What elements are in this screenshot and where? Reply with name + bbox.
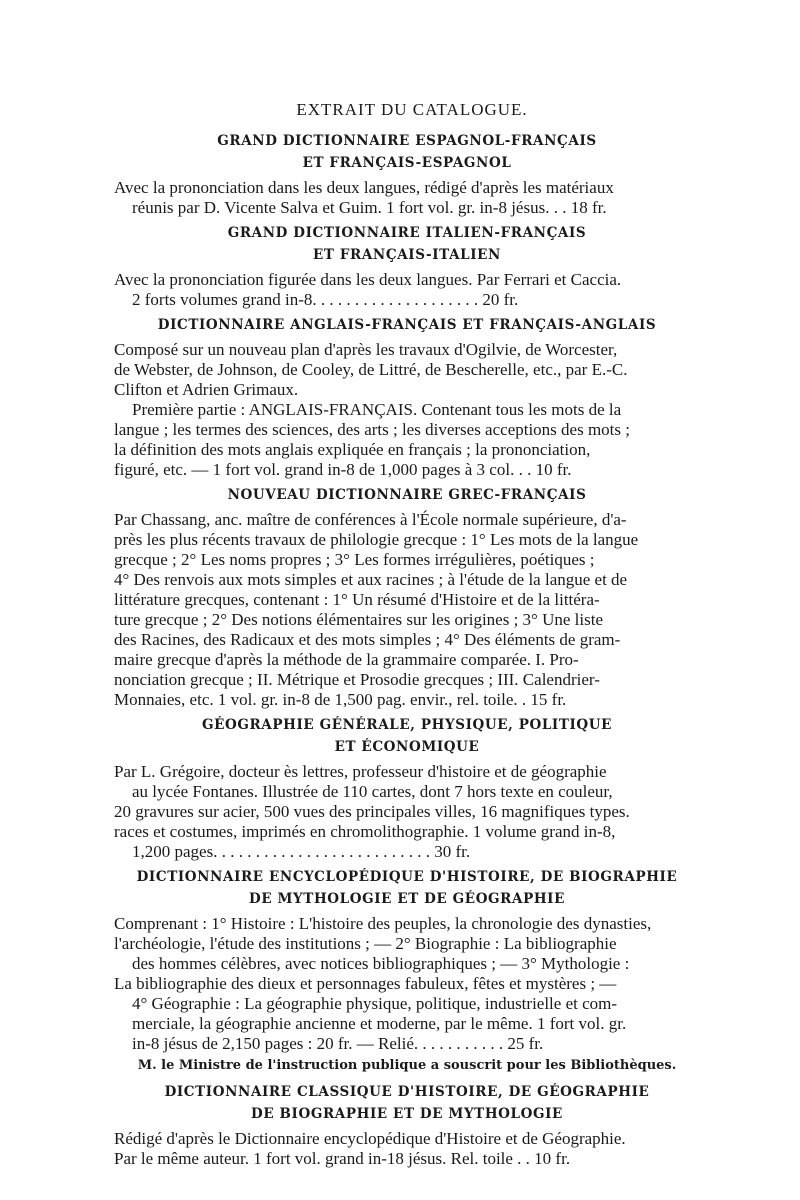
body-line: de Webster, de Johnson, de Cooley, de Littré, de Bescherelle, etc., par E.-C. xyxy=(114,360,628,379)
catalogue-entry xyxy=(114,222,700,310)
body-line: Rédigé d'après le Dictionnaire encyclopédique d'Histoire et de Géographie. xyxy=(114,1129,626,1148)
entry-body xyxy=(114,178,700,218)
body-line: Monnaies, etc. 1 vol. gr. in-8 de 1,500 pag. envir., rel. toile. . 15 fr. xyxy=(114,690,567,709)
catalogue-entry xyxy=(114,314,700,480)
body-line: 2 forts volumes grand in-8. . . . . . . . . . . . . . . . . . . . 20 fr. xyxy=(132,290,519,309)
entry-heading xyxy=(114,484,700,506)
body-line: réunis par D. Vicente Salva et Guim. 1 fort vol. gr. in-8 jésus. . . 18 fr. xyxy=(132,198,607,217)
heading-line: ET FRANÇAIS-ITALIEN xyxy=(313,247,501,263)
body-line: Par le même auteur. 1 fort vol. grand in-18 jésus. Rel. toile . . 10 fr. xyxy=(114,1149,571,1168)
heading-line: GRAND DICTIONNAIRE ITALIEN-FRANÇAIS xyxy=(227,225,587,241)
body-line: maire grecque d'après la méthode de la grammaire comparée. I. Pro- xyxy=(114,650,579,669)
body-line: littérature grecques, contenant : 1° Un résumé d'Histoire et de la littéra- xyxy=(114,590,600,609)
entry-body xyxy=(114,340,700,480)
body-line: la définition des mots anglais expliquée en français ; la prononciation, xyxy=(114,440,591,459)
heading-line: DE MYTHOLOGIE ET DE GÉOGRAPHIE xyxy=(249,891,565,907)
body-line: 20 gravures sur acier, 500 vues des principales villes, 16 magnifiques types. xyxy=(114,802,630,821)
body-line: 4° Des renvois aux mots simples et aux racines ; à l'étude de la langue et de xyxy=(114,570,628,589)
catalogue-entry xyxy=(114,866,700,1073)
body-line: au lycée Fontanes. Illustrée de 110 cartes, dont 7 hors texte en couleur, xyxy=(132,782,613,801)
body-line: nonciation grecque ; II. Métrique et Prosodie grecques ; III. Calendrier- xyxy=(114,670,600,689)
heading-line: DE BIOGRAPHIE ET DE MYTHOLOGIE xyxy=(251,1106,563,1122)
body-line: Avec la prononciation figurée dans les deux langues. Par Ferrari et Caccia. xyxy=(114,270,622,289)
entry-heading xyxy=(114,866,700,910)
body-line: Clifton et Adrien Grimaux. xyxy=(114,380,299,399)
body-line: La bibliographie des dieux et personnages fabuleux, fêtes et mystères ; — xyxy=(114,974,617,993)
body-line: races et costumes, imprimés en chromolithographie. 1 volume grand in-8, xyxy=(114,822,616,841)
heading-line: GÉOGRAPHIE GÉNÉRALE, PHYSIQUE, POLITIQUE xyxy=(201,717,613,733)
heading-line: DICTIONNAIRE CLASSIQUE D'HISTOIRE, DE GÉOGRAPHIE xyxy=(164,1084,650,1100)
entry-heading xyxy=(114,222,700,266)
heading-line: DICTIONNAIRE ENCYCLOPÉDIQUE D'HISTOIRE, DE BIOGRAPHIE xyxy=(136,869,678,885)
body-line: 1,200 pages. . . . . . . . . . . . . . . . . . . . . . . . . . 30 fr. xyxy=(132,842,471,861)
heading-line: GRAND DICTIONNAIRE ESPAGNOL-FRANÇAIS xyxy=(217,133,597,149)
entry-heading xyxy=(114,314,700,336)
body-line: Par L. Grégoire, docteur ès lettres, professeur d'histoire et de géographie xyxy=(114,762,607,781)
body-line: merciale, la géographie ancienne et moderne, par le même. 1 fort vol. gr. xyxy=(132,1014,627,1033)
catalogue-entry xyxy=(114,1081,700,1169)
entry-body xyxy=(114,1129,700,1169)
catalogue-entry xyxy=(114,130,700,218)
entry-body xyxy=(114,914,700,1054)
body-line: Par Chassang, anc. maître de conférences à l'École normale supérieure, d'a- xyxy=(114,510,627,529)
heading-line: ET FRANÇAIS-ESPAGNOL xyxy=(302,155,512,171)
body-line: Composé sur un nouveau plan d'après les travaux d'Ogilvie, de Worcester, xyxy=(114,340,618,359)
entry-heading xyxy=(114,714,700,758)
catalogue-entry xyxy=(114,714,700,862)
running-head: EXTRAIT DU CATALOGUE. xyxy=(296,100,528,119)
body-line: 4° Géographie : La géographie physique, politique, industrielle et com- xyxy=(132,994,618,1013)
body-line: l'archéologie, l'étude des institutions ; — 2° Biographie : La bibliographie xyxy=(114,934,617,953)
body-line: in-8 jésus de 2,150 pages : 20 fr. — Relié. . . . . . . . . . . 25 fr. xyxy=(132,1034,544,1053)
body-line: langue ; les termes des sciences, des arts ; les diverses acceptions des mots ; xyxy=(114,420,630,439)
entry-heading xyxy=(114,130,700,174)
catalogue-entry xyxy=(114,484,700,710)
body-line: près les plus récents travaux de philologie grecque : 1° Les mots de la langue xyxy=(114,530,639,549)
body-line: Avec la prononciation dans les deux langues, rédigé d'après les matériaux xyxy=(114,178,614,197)
entry-note: M. le Ministre de l'instruction publique a souscrit pour les Bibliothèques. xyxy=(137,1058,677,1073)
body-line: Première partie : ANGLAIS-FRANÇAIS. Contenant tous les mots de la xyxy=(132,400,622,419)
body-line: des Racines, des Radicaux et des mots simples ; 4° Des éléments de gram- xyxy=(114,630,621,649)
body-line: Comprenant : 1° Histoire : L'histoire des peuples, la chronologie des dynasties, xyxy=(114,914,652,933)
heading-line: DICTIONNAIRE ANGLAIS-FRANÇAIS ET FRANÇAIS-ANGLAIS xyxy=(157,317,657,333)
body-line: grecque ; 2° Les noms propres ; 3° Les formes irrégulières, poétiques ; xyxy=(114,550,595,569)
entry-heading xyxy=(114,1081,700,1125)
body-line: ture grecque ; 2° Des notions élémentaires sur les origines ; 3° Une liste xyxy=(114,610,603,629)
heading-line: ET ÉCONOMIQUE xyxy=(334,739,480,755)
entry-body xyxy=(114,270,700,310)
body-line: des hommes célèbres, avec notices bibliographiques ; — 3° Mythologie : xyxy=(132,954,630,973)
body-line: figuré, etc. — 1 fort vol. grand in-8 de 1,000 pages à 3 col. . . 10 fr. xyxy=(114,460,572,479)
entry-body xyxy=(114,762,700,862)
heading-line: NOUVEAU DICTIONNAIRE GREC-FRANÇAIS xyxy=(227,487,587,503)
entry-body xyxy=(114,510,700,710)
